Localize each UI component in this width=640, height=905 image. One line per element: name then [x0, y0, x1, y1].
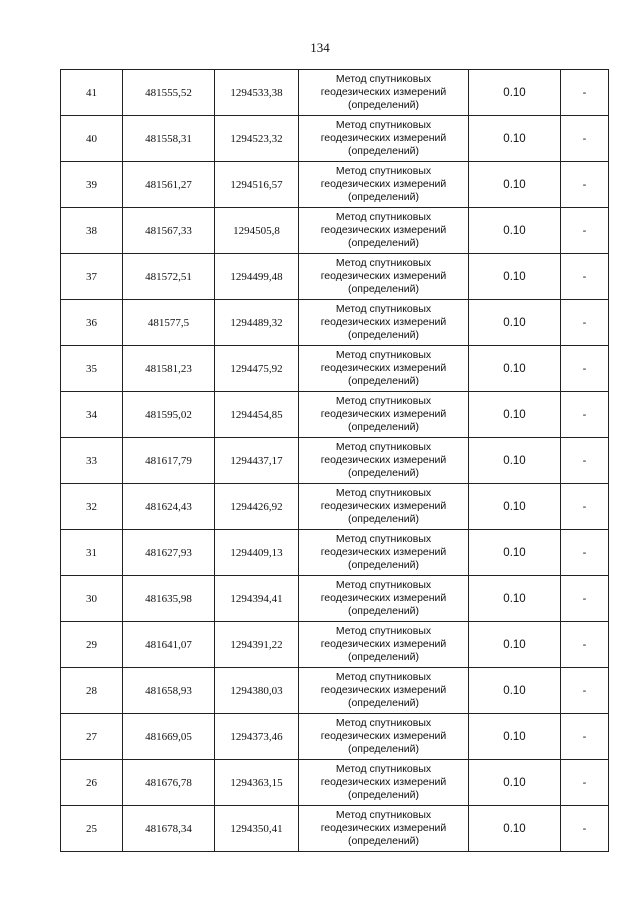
x-coordinate-cell: 481555,52: [123, 70, 215, 116]
accuracy-cell: 0.10: [469, 70, 561, 116]
note-cell: -: [561, 300, 609, 346]
y-coordinate-cell: 1294394,41: [215, 576, 299, 622]
note-cell: -: [561, 438, 609, 484]
method-cell: [299, 116, 469, 162]
method-cell: [299, 300, 469, 346]
x-coordinate-cell: 481581,23: [123, 346, 215, 392]
method-line: (определений): [347, 99, 420, 111]
table-row: [61, 162, 609, 208]
method-line: (определений): [347, 329, 420, 341]
method-cell: [299, 714, 469, 760]
point-number-cell: 34: [61, 392, 123, 438]
method-line: Метод спутниковых: [335, 395, 432, 407]
x-coordinate-cell: 481577,5: [123, 300, 215, 346]
method-line: Метод спутниковых: [335, 625, 432, 637]
table-row: [61, 622, 609, 668]
note-cell: -: [561, 208, 609, 254]
method-line: (определений): [347, 375, 420, 387]
method-line: (определений): [347, 605, 420, 617]
method-cell: [299, 668, 469, 714]
point-number-cell: 30: [61, 576, 123, 622]
page-number: 134: [310, 40, 330, 55]
y-coordinate-cell: 1294426,92: [215, 484, 299, 530]
method-line: геодезических измерений: [320, 638, 447, 650]
y-coordinate-cell: 1294499,48: [215, 254, 299, 300]
method-line: (определений): [347, 835, 420, 847]
accuracy-cell: 0.10: [469, 714, 561, 760]
table-row: [61, 208, 609, 254]
method-cell: [299, 760, 469, 806]
note-cell: -: [561, 254, 609, 300]
accuracy-cell: 0.10: [469, 806, 561, 852]
point-number-cell: 38: [61, 208, 123, 254]
method-line: геодезических измерений: [320, 316, 447, 328]
y-coordinate-cell: 1294489,32: [215, 300, 299, 346]
y-coordinate-cell: 1294505,8: [215, 208, 299, 254]
method-line: (определений): [347, 421, 420, 433]
method-line: (определений): [347, 467, 420, 479]
table-row: [61, 576, 609, 622]
method-line: геодезических измерений: [320, 132, 447, 144]
method-cell: [299, 70, 469, 116]
y-coordinate-cell: 1294363,15: [215, 760, 299, 806]
accuracy-cell: 0.10: [469, 438, 561, 484]
x-coordinate-cell: 481595,02: [123, 392, 215, 438]
point-number-cell: 25: [61, 806, 123, 852]
method-line: Метод спутниковых: [335, 349, 432, 361]
point-number-cell: 27: [61, 714, 123, 760]
method-line: Метод спутниковых: [335, 533, 432, 545]
method-line: геодезических измерений: [320, 776, 447, 788]
y-coordinate-cell: 1294409,13: [215, 530, 299, 576]
method-line: Метод спутниковых: [335, 211, 432, 223]
method-line: геодезических измерений: [320, 500, 447, 512]
x-coordinate-cell: 481635,98: [123, 576, 215, 622]
accuracy-cell: 0.10: [469, 116, 561, 162]
y-coordinate-cell: 1294380,03: [215, 668, 299, 714]
accuracy-cell: 0.10: [469, 162, 561, 208]
point-number-cell: 41: [61, 70, 123, 116]
method-line: Метод спутниковых: [335, 487, 432, 499]
note-cell: -: [561, 530, 609, 576]
table-row: [61, 530, 609, 576]
table-row: [61, 116, 609, 162]
point-number-cell: 28: [61, 668, 123, 714]
note-cell: -: [561, 392, 609, 438]
point-number-cell: 35: [61, 346, 123, 392]
table-row: [61, 806, 609, 852]
method-line: геодезических измерений: [320, 408, 447, 420]
method-line: Метод спутниковых: [335, 809, 432, 821]
point-number-cell: 26: [61, 760, 123, 806]
accuracy-cell: 0.10: [469, 254, 561, 300]
x-coordinate-cell: 481572,51: [123, 254, 215, 300]
method-line: Метод спутниковых: [335, 119, 432, 131]
x-coordinate-cell: 481676,78: [123, 760, 215, 806]
table-row: [61, 70, 609, 116]
accuracy-cell: 0.10: [469, 300, 561, 346]
y-coordinate-cell: 1294350,41: [215, 806, 299, 852]
method-line: геодезических измерений: [320, 592, 447, 604]
method-cell: [299, 392, 469, 438]
method-cell: [299, 484, 469, 530]
x-coordinate-cell: 481658,93: [123, 668, 215, 714]
method-line: (определений): [347, 697, 420, 709]
table-row: [61, 254, 609, 300]
point-number-cell: 37: [61, 254, 123, 300]
accuracy-cell: 0.10: [469, 760, 561, 806]
accuracy-cell: 0.10: [469, 622, 561, 668]
method-line: (определений): [347, 789, 420, 801]
table-row: [61, 714, 609, 760]
point-number-cell: 36: [61, 300, 123, 346]
method-line: геодезических измерений: [320, 684, 447, 696]
table-row: [61, 668, 609, 714]
y-coordinate-cell: 1294454,85: [215, 392, 299, 438]
table-row: [61, 438, 609, 484]
x-coordinate-cell: 481627,93: [123, 530, 215, 576]
method-cell: [299, 208, 469, 254]
x-coordinate-cell: 481617,79: [123, 438, 215, 484]
point-number-cell: 40: [61, 116, 123, 162]
point-number-cell: 31: [61, 530, 123, 576]
method-line: Метод спутниковых: [335, 303, 432, 315]
x-coordinate-cell: 481567,33: [123, 208, 215, 254]
method-line: геодезических измерений: [320, 178, 447, 190]
method-cell: [299, 162, 469, 208]
point-number-cell: 29: [61, 622, 123, 668]
method-cell: [299, 622, 469, 668]
accuracy-cell: 0.10: [469, 392, 561, 438]
note-cell: -: [561, 806, 609, 852]
x-coordinate-cell: 481624,43: [123, 484, 215, 530]
method-line: геодезических измерений: [320, 822, 447, 834]
accuracy-cell: 0.10: [469, 530, 561, 576]
method-cell: [299, 806, 469, 852]
note-cell: -: [561, 116, 609, 162]
y-coordinate-cell: 1294391,22: [215, 622, 299, 668]
y-coordinate-cell: 1294373,46: [215, 714, 299, 760]
y-coordinate-cell: 1294516,57: [215, 162, 299, 208]
x-coordinate-cell: 481669,05: [123, 714, 215, 760]
method-line: Метод спутниковых: [335, 763, 432, 775]
method-cell: [299, 346, 469, 392]
note-cell: -: [561, 576, 609, 622]
x-coordinate-cell: 481641,07: [123, 622, 215, 668]
x-coordinate-cell: 481558,31: [123, 116, 215, 162]
note-cell: -: [561, 346, 609, 392]
point-number-cell: 39: [61, 162, 123, 208]
method-line: Метод спутниковых: [335, 671, 432, 683]
note-cell: -: [561, 622, 609, 668]
point-number-cell: 32: [61, 484, 123, 530]
table-row: [61, 392, 609, 438]
y-coordinate-cell: 1294523,32: [215, 116, 299, 162]
y-coordinate-cell: 1294437,17: [215, 438, 299, 484]
method-line: геодезических измерений: [320, 730, 447, 742]
method-line: Метод спутниковых: [335, 73, 432, 85]
method-line: (определений): [347, 743, 420, 755]
method-cell: [299, 530, 469, 576]
method-line: Метод спутниковых: [335, 165, 432, 177]
y-coordinate-cell: 1294533,38: [215, 70, 299, 116]
accuracy-cell: 0.10: [469, 576, 561, 622]
method-line: геодезических измерений: [320, 86, 447, 98]
method-cell: [299, 438, 469, 484]
method-line: Метод спутниковых: [335, 441, 432, 453]
method-line: геодезических измерений: [320, 224, 447, 236]
method-line: Метод спутниковых: [335, 579, 432, 591]
method-line: Метод спутниковых: [335, 257, 432, 269]
accuracy-cell: 0.10: [469, 346, 561, 392]
method-line: (определений): [347, 191, 420, 203]
method-cell: [299, 254, 469, 300]
note-cell: -: [561, 714, 609, 760]
note-cell: -: [561, 162, 609, 208]
table-row: [61, 760, 609, 806]
y-coordinate-cell: 1294475,92: [215, 346, 299, 392]
method-line: (определений): [347, 283, 420, 295]
note-cell: -: [561, 484, 609, 530]
table-row: [61, 300, 609, 346]
method-cell: [299, 576, 469, 622]
method-line: Метод спутниковых: [335, 717, 432, 729]
method-line: (определений): [347, 145, 420, 157]
accuracy-cell: 0.10: [469, 208, 561, 254]
x-coordinate-cell: 481678,34: [123, 806, 215, 852]
note-cell: -: [561, 668, 609, 714]
coordinates-table: [60, 69, 609, 852]
note-cell: -: [561, 70, 609, 116]
coordinates-table-body: [61, 70, 609, 852]
table-row: [61, 346, 609, 392]
method-line: геодезических измерений: [320, 546, 447, 558]
accuracy-cell: 0.10: [469, 668, 561, 714]
point-number-cell: 33: [61, 438, 123, 484]
method-line: (определений): [347, 651, 420, 663]
method-line: (определений): [347, 513, 420, 525]
method-line: (определений): [347, 559, 420, 571]
x-coordinate-cell: 481561,27: [123, 162, 215, 208]
method-line: геодезических измерений: [320, 270, 447, 282]
table-row: [61, 484, 609, 530]
method-line: геодезических измерений: [320, 362, 447, 374]
accuracy-cell: 0.10: [469, 484, 561, 530]
method-line: (определений): [347, 237, 420, 249]
note-cell: -: [561, 760, 609, 806]
method-line: геодезических измерений: [320, 454, 447, 466]
